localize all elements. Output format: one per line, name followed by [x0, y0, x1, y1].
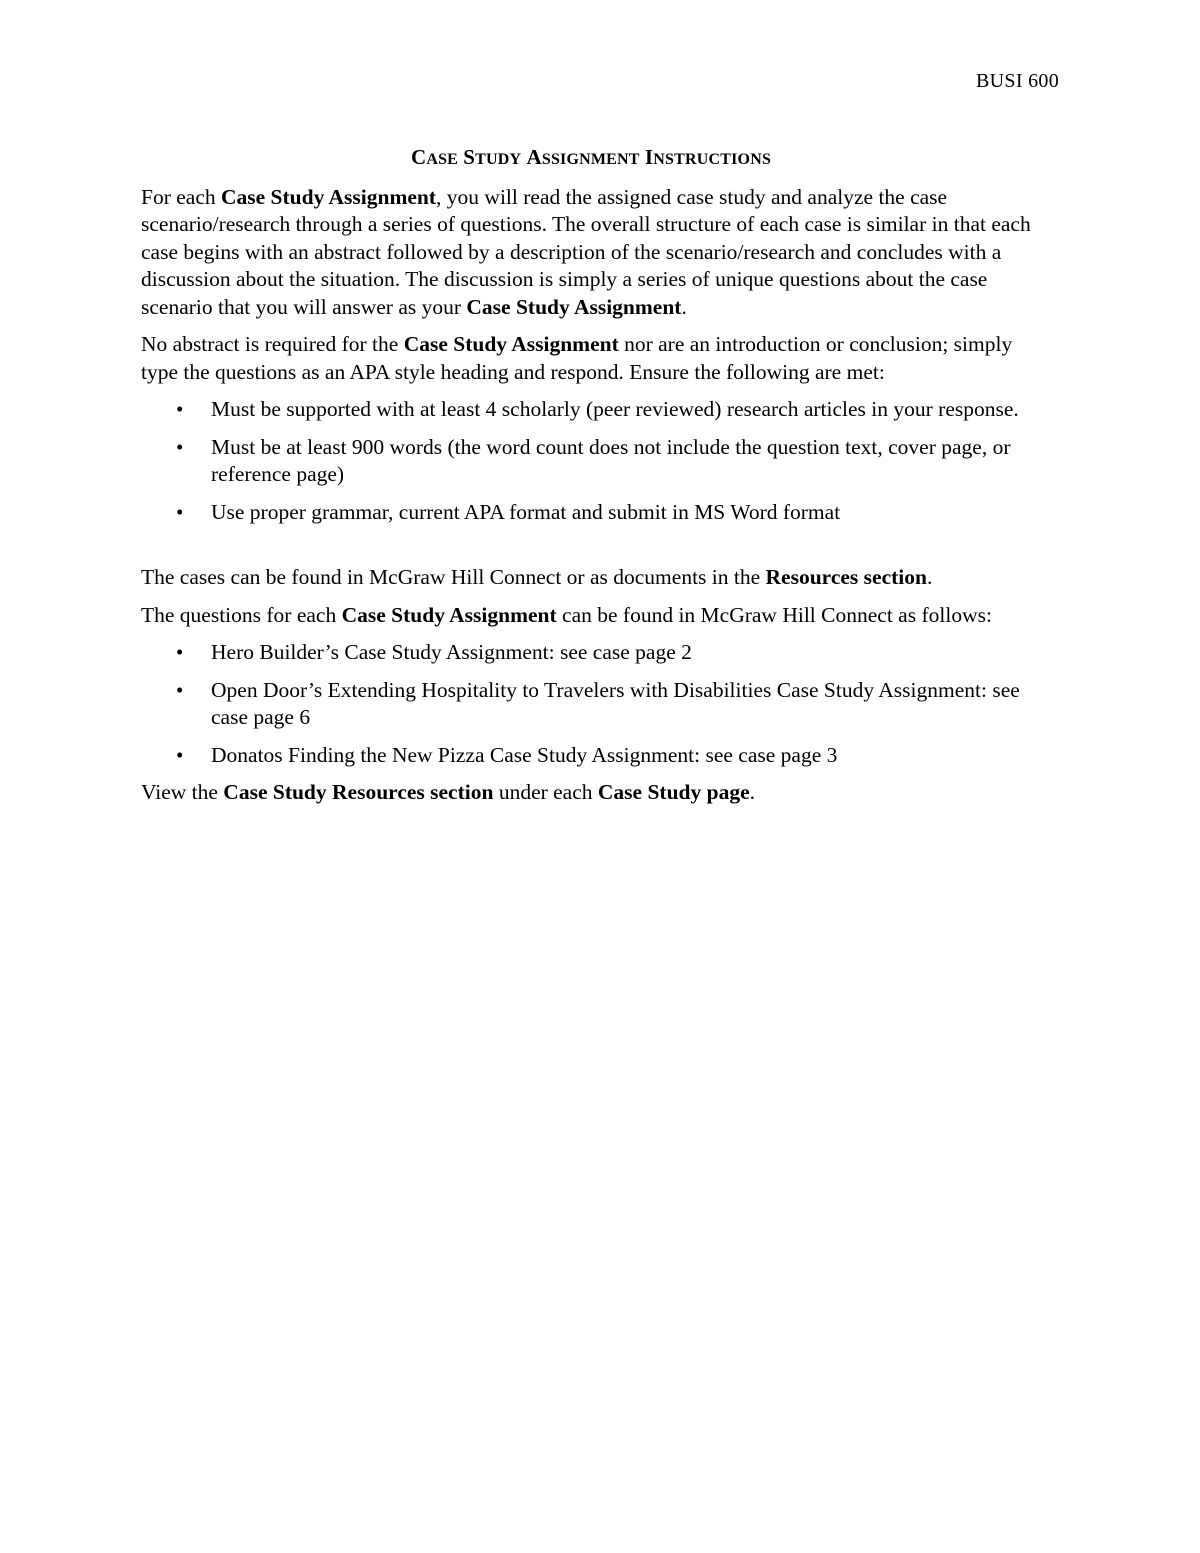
requirements-list [141, 396, 1041, 526]
list-item: • Must be supported with at least 4 scholarly (peer reviewed) research articles in your response. [141, 396, 1041, 424]
list-item: • Use proper grammar, current APA format and submit in MS Word format [141, 499, 1041, 527]
bullet-icon: • [176, 677, 184, 702]
bullet-icon: • [176, 742, 184, 767]
running-head: BUSI 600 [976, 70, 1059, 92]
document-title: CASE STUDY ASSIGNMENT INSTRUCTIONS [410, 145, 772, 169]
list-item: • Hero Builder’s Case Study Assignment: see case page 2 [141, 639, 1041, 667]
intro-paragraph: For each Case Study Assignment, you will read the assigned case study and analyze the case scenario/research through a series of questions. The overall structure of each case is similar in that each case begins with an abstract followed by a description of the scenario/research and concludes with a discussion about the situation. The discussion is simply a series of unique questions about the case scenario that you will answer as your Case Study Assignment. [141, 184, 1031, 319]
bullet-icon: • [176, 397, 184, 421]
list-item: • Donatos Finding the New Pizza Case Study Assignment: see case page 3 [141, 742, 1041, 770]
list-item: • Open Door’s Extending Hospitality to Travelers with Disabilities Case Study Assignment: see case page 6 [176, 677, 1020, 729]
requirements-intro-paragraph: No abstract is required for the Case Study Assignment nor are an introduction or conclusion; simply type the questions as an APA style heading and respond. Ensure the following are met: [141, 332, 1013, 384]
document-body [141, 144, 1041, 817]
cases-location-paragraph: The cases can be found in McGraw Hill Connect or as documents in the Resources section. [141, 565, 933, 589]
cases-list [141, 639, 1041, 769]
closing-paragraph: View the Case Study Resources section under each Case Study page. [141, 780, 755, 804]
bullet-icon: • [176, 640, 184, 664]
bullet-icon: • [176, 434, 184, 459]
blank-line [141, 536, 1041, 564]
bullet-icon: • [176, 499, 184, 524]
list-item: • Must be at least 900 words (the word count does not include the question text, cover page, or reference page) [176, 434, 1011, 486]
questions-location-paragraph: The questions for each Case Study Assignment can be found in McGraw Hill Connect as follows: [141, 602, 992, 627]
